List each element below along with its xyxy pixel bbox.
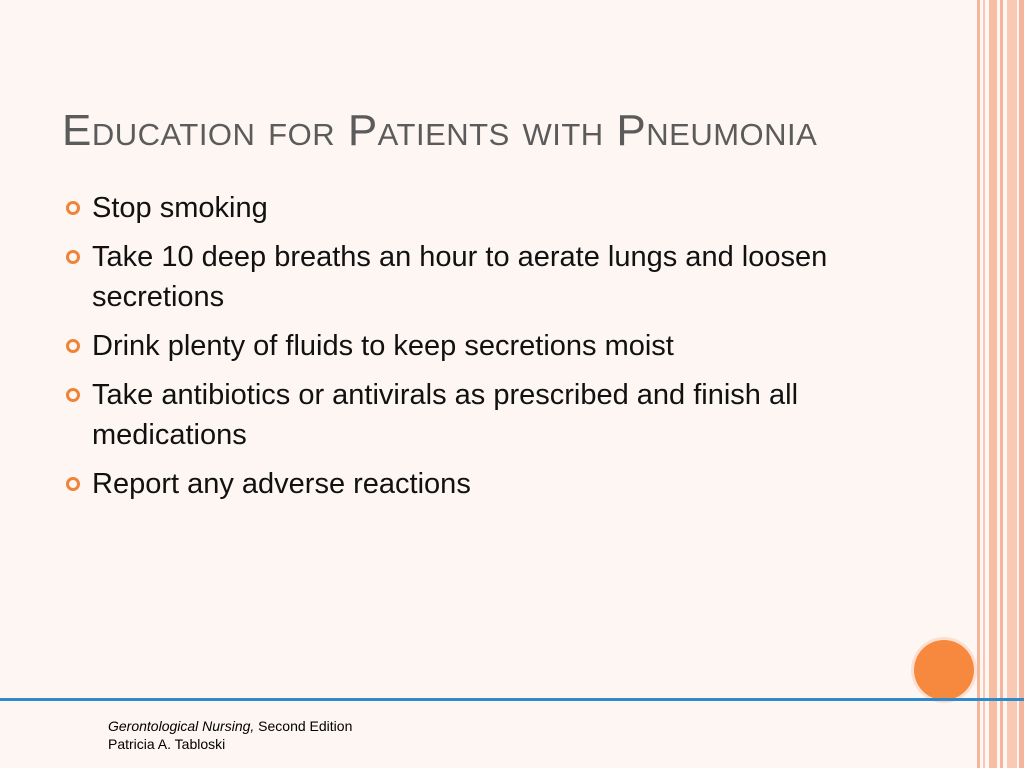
bullet-icon xyxy=(66,201,80,215)
bullet-icon xyxy=(66,477,80,491)
footer-edition: Second Edition xyxy=(254,718,353,734)
footer-divider xyxy=(0,698,1024,701)
slide-title: Education for Patients with Pneumonia xyxy=(62,106,818,155)
footer-author: Patricia A. Tabloski xyxy=(108,736,226,752)
decorative-stripe xyxy=(977,0,980,768)
decorative-stripe xyxy=(1000,0,1003,768)
footer-book-title: Gerontological Nursing, xyxy=(108,718,255,734)
bullet-icon xyxy=(66,388,80,402)
bullet-item xyxy=(64,237,864,317)
bullet-text: Take 10 deep breaths an hour to aerate lungs and loosen secretions xyxy=(92,241,828,313)
bullet-item xyxy=(64,464,864,504)
bullet-icon xyxy=(66,250,80,264)
bullet-item xyxy=(64,375,864,455)
bullet-text: Take antibiotics or antivirals as prescribed and finish all medications xyxy=(92,379,799,451)
bullet-text: Stop smoking xyxy=(92,192,268,224)
decorative-stripe xyxy=(1007,0,1017,768)
bullet-item xyxy=(64,188,864,228)
decorative-stripe xyxy=(989,0,997,768)
bullet-icon xyxy=(66,339,80,353)
decorative-stripe xyxy=(1019,0,1024,768)
decorative-orange-circle xyxy=(914,640,974,700)
footer-citation xyxy=(108,717,352,753)
footer-book-line xyxy=(108,717,352,735)
bullet-list xyxy=(64,188,864,513)
bullet-item xyxy=(64,326,864,366)
decorative-stripe xyxy=(983,0,985,768)
bullet-text: Drink plenty of fluids to keep secretions moist xyxy=(92,330,674,362)
bullet-text: Report any adverse reactions xyxy=(92,468,471,500)
